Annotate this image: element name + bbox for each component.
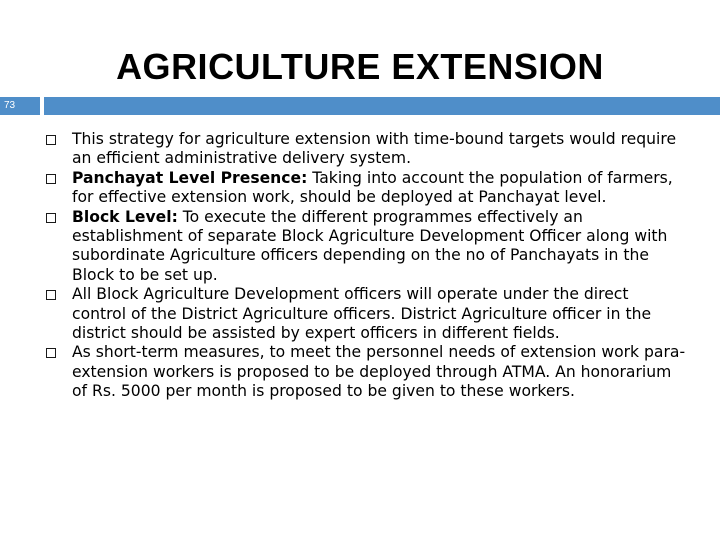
- bullet-item: [46, 285, 686, 343]
- square-bullet-icon: [46, 135, 56, 145]
- bullet-text: [72, 169, 686, 208]
- accent-bar: [44, 97, 720, 115]
- bullet-text: [72, 130, 686, 169]
- square-bullet-icon: [46, 290, 56, 300]
- bullet-item: [46, 208, 686, 286]
- bullet-text: [72, 208, 686, 286]
- square-bullet-icon: [46, 174, 56, 184]
- bullet-body: All Block Agriculture Development officers will operate under the direct control of the District Agriculture officers. District Agriculture officer in the district should be assisted by expert officers in different fields.: [72, 285, 652, 343]
- bullet-body: Taking into account the population of farmers, for effective extension work, should be deployed at Panchayat level.: [72, 168, 673, 207]
- slide-title: AGRICULTURE EXTENSION: [116, 46, 604, 87]
- square-bullet-icon: [46, 213, 56, 223]
- bullet-text: [72, 285, 686, 343]
- bullet-text: [72, 343, 686, 401]
- bullet-body: As short-term measures, to meet the personnel needs of extension work para-extension workers is proposed to be deployed through ATMA. An honorarium of Rs. 5000 per month is proposed to be given to these workers.: [72, 343, 686, 401]
- bullet-item: [46, 130, 686, 169]
- bullet-item: [46, 343, 686, 401]
- bullet-body: To execute the different programmes effectively an establishment of separate Block Agriculture Development Officer along with subordinate Agriculture officers depending on the no of Panchayats in the Block to be set up.: [72, 207, 668, 284]
- square-bullet-icon: [46, 348, 56, 358]
- bullet-list: [46, 130, 686, 402]
- bullet-label: Panchayat Level Presence:: [72, 168, 308, 187]
- slide-number: 73: [0, 97, 40, 115]
- bullet-item: [46, 169, 686, 208]
- bullet-label: Block Level:: [72, 207, 178, 226]
- bullet-body: This strategy for agriculture extension with time-bound targets would require an efficient administrative delivery system.: [72, 130, 677, 168]
